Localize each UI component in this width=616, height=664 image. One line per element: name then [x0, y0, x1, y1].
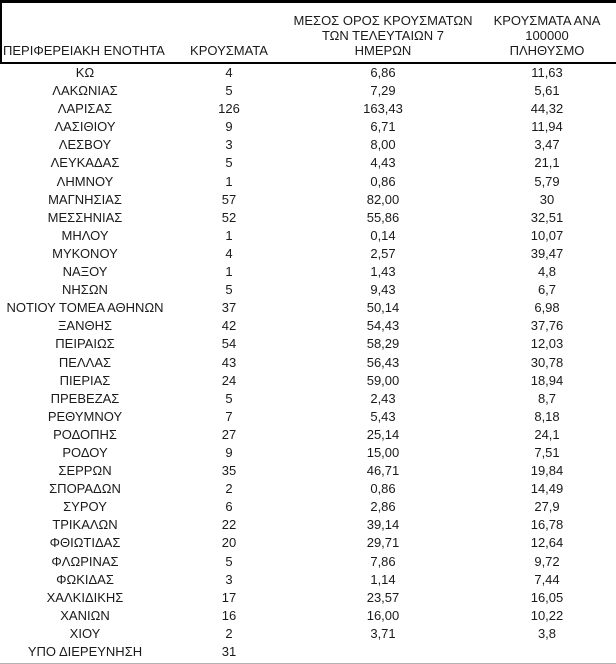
table-row [0, 643, 616, 661]
per100k-cell: 7,51 [534, 444, 560, 460]
region-cell: ΧΑΝΙΩΝ [60, 607, 110, 623]
data-table [0, 64, 616, 661]
region-cell: ΡΕΘΥΜΝΟΥ [47, 408, 123, 424]
table-header [0, 3, 616, 62]
table-row [0, 589, 616, 607]
table-row [0, 263, 616, 281]
cases-cell: 3 [225, 571, 233, 587]
per100k-cell: 11,63 [531, 65, 563, 80]
cases-cell: 27 [221, 426, 237, 442]
cases-cell: 9 [225, 119, 233, 135]
table-row [0, 498, 616, 516]
table-row [0, 173, 616, 191]
region-cell: ΝΟΤΙΟΥ ΤΟΜΕΑ ΑΘΗΝΩΝ [6, 300, 164, 316]
per100k-cell: 4,8 [537, 264, 557, 280]
table-row [0, 64, 616, 82]
region-cell: ΠΡΕΒΕΖΑΣ [50, 390, 120, 406]
avg7-cell: 16,00 [366, 607, 400, 623]
table-row [0, 317, 616, 335]
table-row [0, 154, 616, 172]
cases-cell: 2 [225, 625, 233, 641]
per100k-cell: 21,1 [534, 155, 560, 171]
cases-cell: 35 [221, 463, 237, 479]
region-cell: ΠΕΛΛΑΣ [58, 354, 112, 370]
table-row [0, 462, 616, 480]
per100k-cell: 5,61 [534, 83, 560, 99]
table-row [0, 444, 616, 462]
region-cell: ΣΕΡΡΩΝ [58, 463, 112, 479]
per100k-cell: 3,47 [534, 137, 560, 153]
table-row [0, 335, 616, 353]
table-row [0, 480, 616, 498]
cases-cell: 6 [225, 499, 233, 515]
region-cell: ΜΑΓΝΗΣΙΑΣ [48, 191, 122, 207]
region-cell: ΧΙΟΥ [69, 625, 101, 641]
table-row [0, 426, 616, 444]
cases-cell: 17 [221, 589, 237, 605]
avg7-cell: 46,71 [366, 463, 400, 479]
table-row [0, 516, 616, 534]
region-cell: ΠΕΙΡΑΙΩΣ [55, 336, 115, 352]
avg7-cell: 56,43 [366, 354, 400, 370]
table-row [0, 245, 616, 263]
cases-cell: 1 [225, 173, 233, 189]
table-row [0, 607, 616, 625]
region-cell: ΛΑΚΩΝΙΑΣ [52, 83, 118, 99]
table-row [0, 571, 616, 589]
avg7-cell: 50,14 [366, 300, 400, 316]
cases-cell: 2 [225, 481, 233, 497]
region-cell: ΛΕΣΒΟΥ [58, 137, 112, 153]
per100k-cell: 8,18 [534, 408, 560, 424]
avg7-cell: 0,86 [370, 173, 396, 189]
avg7-cell: 0,14 [370, 227, 396, 243]
avg7-cell: 3,71 [370, 625, 396, 641]
region-cell: ΜΥΚΟΝΟΥ [52, 245, 118, 261]
cases-cell: 52 [221, 209, 237, 225]
avg7-cell: 58,29 [366, 336, 400, 352]
per100k-cell: 32,51 [530, 209, 564, 225]
region-cell: ΤΡΙΚΑΛΩΝ [52, 517, 118, 533]
region-cell: ΡΟΔΟΥ [62, 444, 108, 460]
region-cell: ΧΑΛΚΙΔΙΚΗΣ [46, 589, 124, 605]
avg7-cell: 2,43 [370, 390, 396, 406]
per100k-cell: 12,64 [530, 535, 564, 551]
per100k-cell: 3,8 [537, 625, 557, 641]
avg7-cell: 9,43 [370, 282, 396, 298]
avg7-cell: 7,86 [370, 553, 396, 569]
header-region [0, 43, 170, 62]
header-avg7 [288, 13, 478, 62]
cases-cell: 1 [225, 227, 233, 243]
avg7-cell: 82,00 [366, 191, 400, 207]
cases-cell: 16 [221, 607, 237, 623]
per100k-cell: 18,94 [530, 372, 564, 388]
per100k-cell: 14,49 [530, 481, 564, 497]
per100k-cell: 11,94 [531, 119, 563, 135]
avg7-cell: 55,86 [366, 209, 400, 225]
cases-cell: 54 [221, 336, 237, 352]
avg7-cell: 5,43 [370, 408, 396, 424]
cases-cell: 24 [221, 372, 237, 388]
cases-cell: 5 [225, 83, 233, 99]
cases-cell: 3 [225, 137, 233, 153]
per100k-cell: 19,84 [530, 463, 564, 479]
per100k-cell: 27,9 [534, 499, 560, 515]
cases-cell: 57 [221, 191, 237, 207]
region-cell: ΛΑΡΙΣΑΣ [57, 101, 113, 117]
table-row [0, 118, 616, 136]
table-row [0, 100, 616, 118]
table-row [0, 354, 616, 372]
region-cell: ΣΥΡΟΥ [63, 499, 107, 515]
avg7-cell: 1,14 [370, 571, 396, 587]
per100k-cell: 10,07 [530, 227, 564, 243]
avg7-cell: 54,43 [366, 318, 400, 334]
cases-cell: 1 [225, 264, 233, 280]
avg7-cell: 15,00 [366, 444, 400, 460]
region-cell: ΣΠΟΡΑΔΩΝ [49, 481, 121, 497]
region-cell: ΥΠΟ ΔΙΕΡΕΥΝΗΣΗ [27, 644, 143, 659]
per100k-cell: 12,03 [530, 336, 564, 352]
region-cell: ΝΗΣΩΝ [62, 282, 108, 298]
per100k-cell: 5,79 [534, 173, 560, 189]
cases-cell: 7 [225, 408, 233, 424]
region-cell: ΛΑΣΙΘΙΟΥ [54, 119, 116, 135]
region-cell: ΡΟΔΟΠΗΣ [53, 426, 117, 442]
avg7-cell: 25,14 [366, 426, 400, 442]
cases-cell: 22 [221, 517, 237, 533]
header-per100k [478, 13, 616, 62]
region-cell: ΛΕΥΚΑΔΑΣ [50, 155, 120, 171]
avg7-cell: 4,43 [370, 155, 396, 171]
table-row [0, 299, 616, 317]
table-row [0, 534, 616, 552]
per100k-cell: 24,1 [534, 426, 560, 442]
table-row [0, 227, 616, 245]
header-cases [170, 43, 288, 62]
per100k-cell: 8,7 [537, 390, 557, 406]
cases-cell: 31 [221, 644, 237, 659]
per100k-cell: 39,47 [530, 245, 564, 261]
avg7-cell: 8,00 [370, 137, 396, 153]
cases-cell: 4 [225, 65, 233, 80]
cases-cell: 5 [225, 282, 233, 298]
header-avg7-line1: ΜΕΣΟΣ ΟΡΟΣ ΚΡΟΥΣΜΑΤΩΝ [293, 13, 473, 28]
per100k-cell: 30,78 [530, 354, 564, 370]
region-cell: ΦΛΩΡΙΝΑΣ [51, 553, 119, 569]
per100k-cell: 37,76 [530, 318, 564, 334]
region-cell: ΞΑΝΘΗΣ [57, 318, 113, 334]
avg7-cell: 23,57 [366, 589, 400, 605]
per100k-cell [478, 643, 616, 661]
avg7-cell: 29,71 [366, 535, 400, 551]
header-per100k-line1: ΚΡΟΥΣΜΑΤΑ ΑΝΑ 100000 [493, 13, 601, 43]
avg7-cell: 6,71 [370, 119, 396, 135]
avg7-cell: 2,57 [370, 245, 396, 261]
avg7-cell: 0,86 [370, 481, 396, 497]
region-cell: ΠΙΕΡΙΑΣ [59, 372, 111, 388]
cases-cell: 5 [225, 553, 233, 569]
table-body [0, 64, 616, 661]
cases-cell: 5 [225, 155, 233, 171]
per100k-cell: 16,05 [530, 589, 564, 605]
region-cell: ΜΗΛΟΥ [61, 227, 109, 243]
avg7-cell: 6,86 [370, 65, 396, 80]
region-cell: ΦΩΚΙΔΑΣ [56, 571, 114, 587]
per100k-cell: 6,7 [537, 282, 557, 298]
header-per100k-line2: ΠΛΗΘΥΣΜΟ [509, 43, 585, 58]
table-row [0, 136, 616, 154]
per100k-cell: 30 [539, 191, 555, 207]
table-row [0, 553, 616, 571]
cases-cell: 126 [218, 101, 240, 117]
header-cases-label: ΚΡΟΥΣΜΑΤΑ [190, 43, 268, 58]
per100k-cell: 7,44 [534, 571, 560, 587]
table-row [0, 82, 616, 100]
avg7-cell: 2,86 [370, 499, 396, 515]
per100k-cell: 10,22 [530, 607, 564, 623]
cases-cell: 37 [221, 300, 237, 316]
cases-cell: 9 [225, 444, 233, 460]
table-row [0, 390, 616, 408]
cases-cell: 5 [225, 390, 233, 406]
cases-cell: 4 [225, 245, 233, 261]
per100k-cell: 6,98 [534, 300, 560, 316]
avg7-cell: 7,29 [370, 83, 396, 99]
region-cell: ΦΘΙΩΤΙΔΑΣ [49, 535, 121, 551]
cases-cell: 42 [221, 318, 237, 334]
region-cell: ΝΑΞΟΥ [62, 264, 108, 280]
per100k-cell: 9,72 [534, 553, 560, 569]
avg7-cell: 163,43 [363, 101, 403, 117]
per100k-cell: 44,32 [530, 101, 564, 117]
region-cell: ΚΩ [75, 65, 95, 80]
table-row [0, 625, 616, 643]
region-cell: ΛΗΜΝΟΥ [56, 173, 114, 189]
region-cell: ΜΕΣΣΗΝΙΑΣ [47, 209, 123, 225]
avg7-cell: 1,43 [370, 264, 396, 280]
table-row [0, 191, 616, 209]
table-row [0, 281, 616, 299]
header-avg7-line3: ΗΜΕΡΩΝ [354, 43, 412, 58]
avg7-cell [288, 643, 478, 661]
table-row [0, 408, 616, 426]
cases-cell: 20 [221, 535, 237, 551]
avg7-cell: 59,00 [366, 372, 400, 388]
table-row [0, 209, 616, 227]
avg7-cell: 39,14 [366, 517, 400, 533]
per100k-cell: 16,78 [530, 517, 564, 533]
cases-cell: 43 [221, 354, 237, 370]
header-region-label: ΠΕΡΙΦΕΡΕΙΑΚΗ ΕΝΟΤΗΤΑ [3, 43, 165, 58]
table-row [0, 372, 616, 390]
header-avg7-line2: ΤΩΝ ΤΕΛΕΥΤΑΙΩΝ 7 [321, 28, 445, 43]
